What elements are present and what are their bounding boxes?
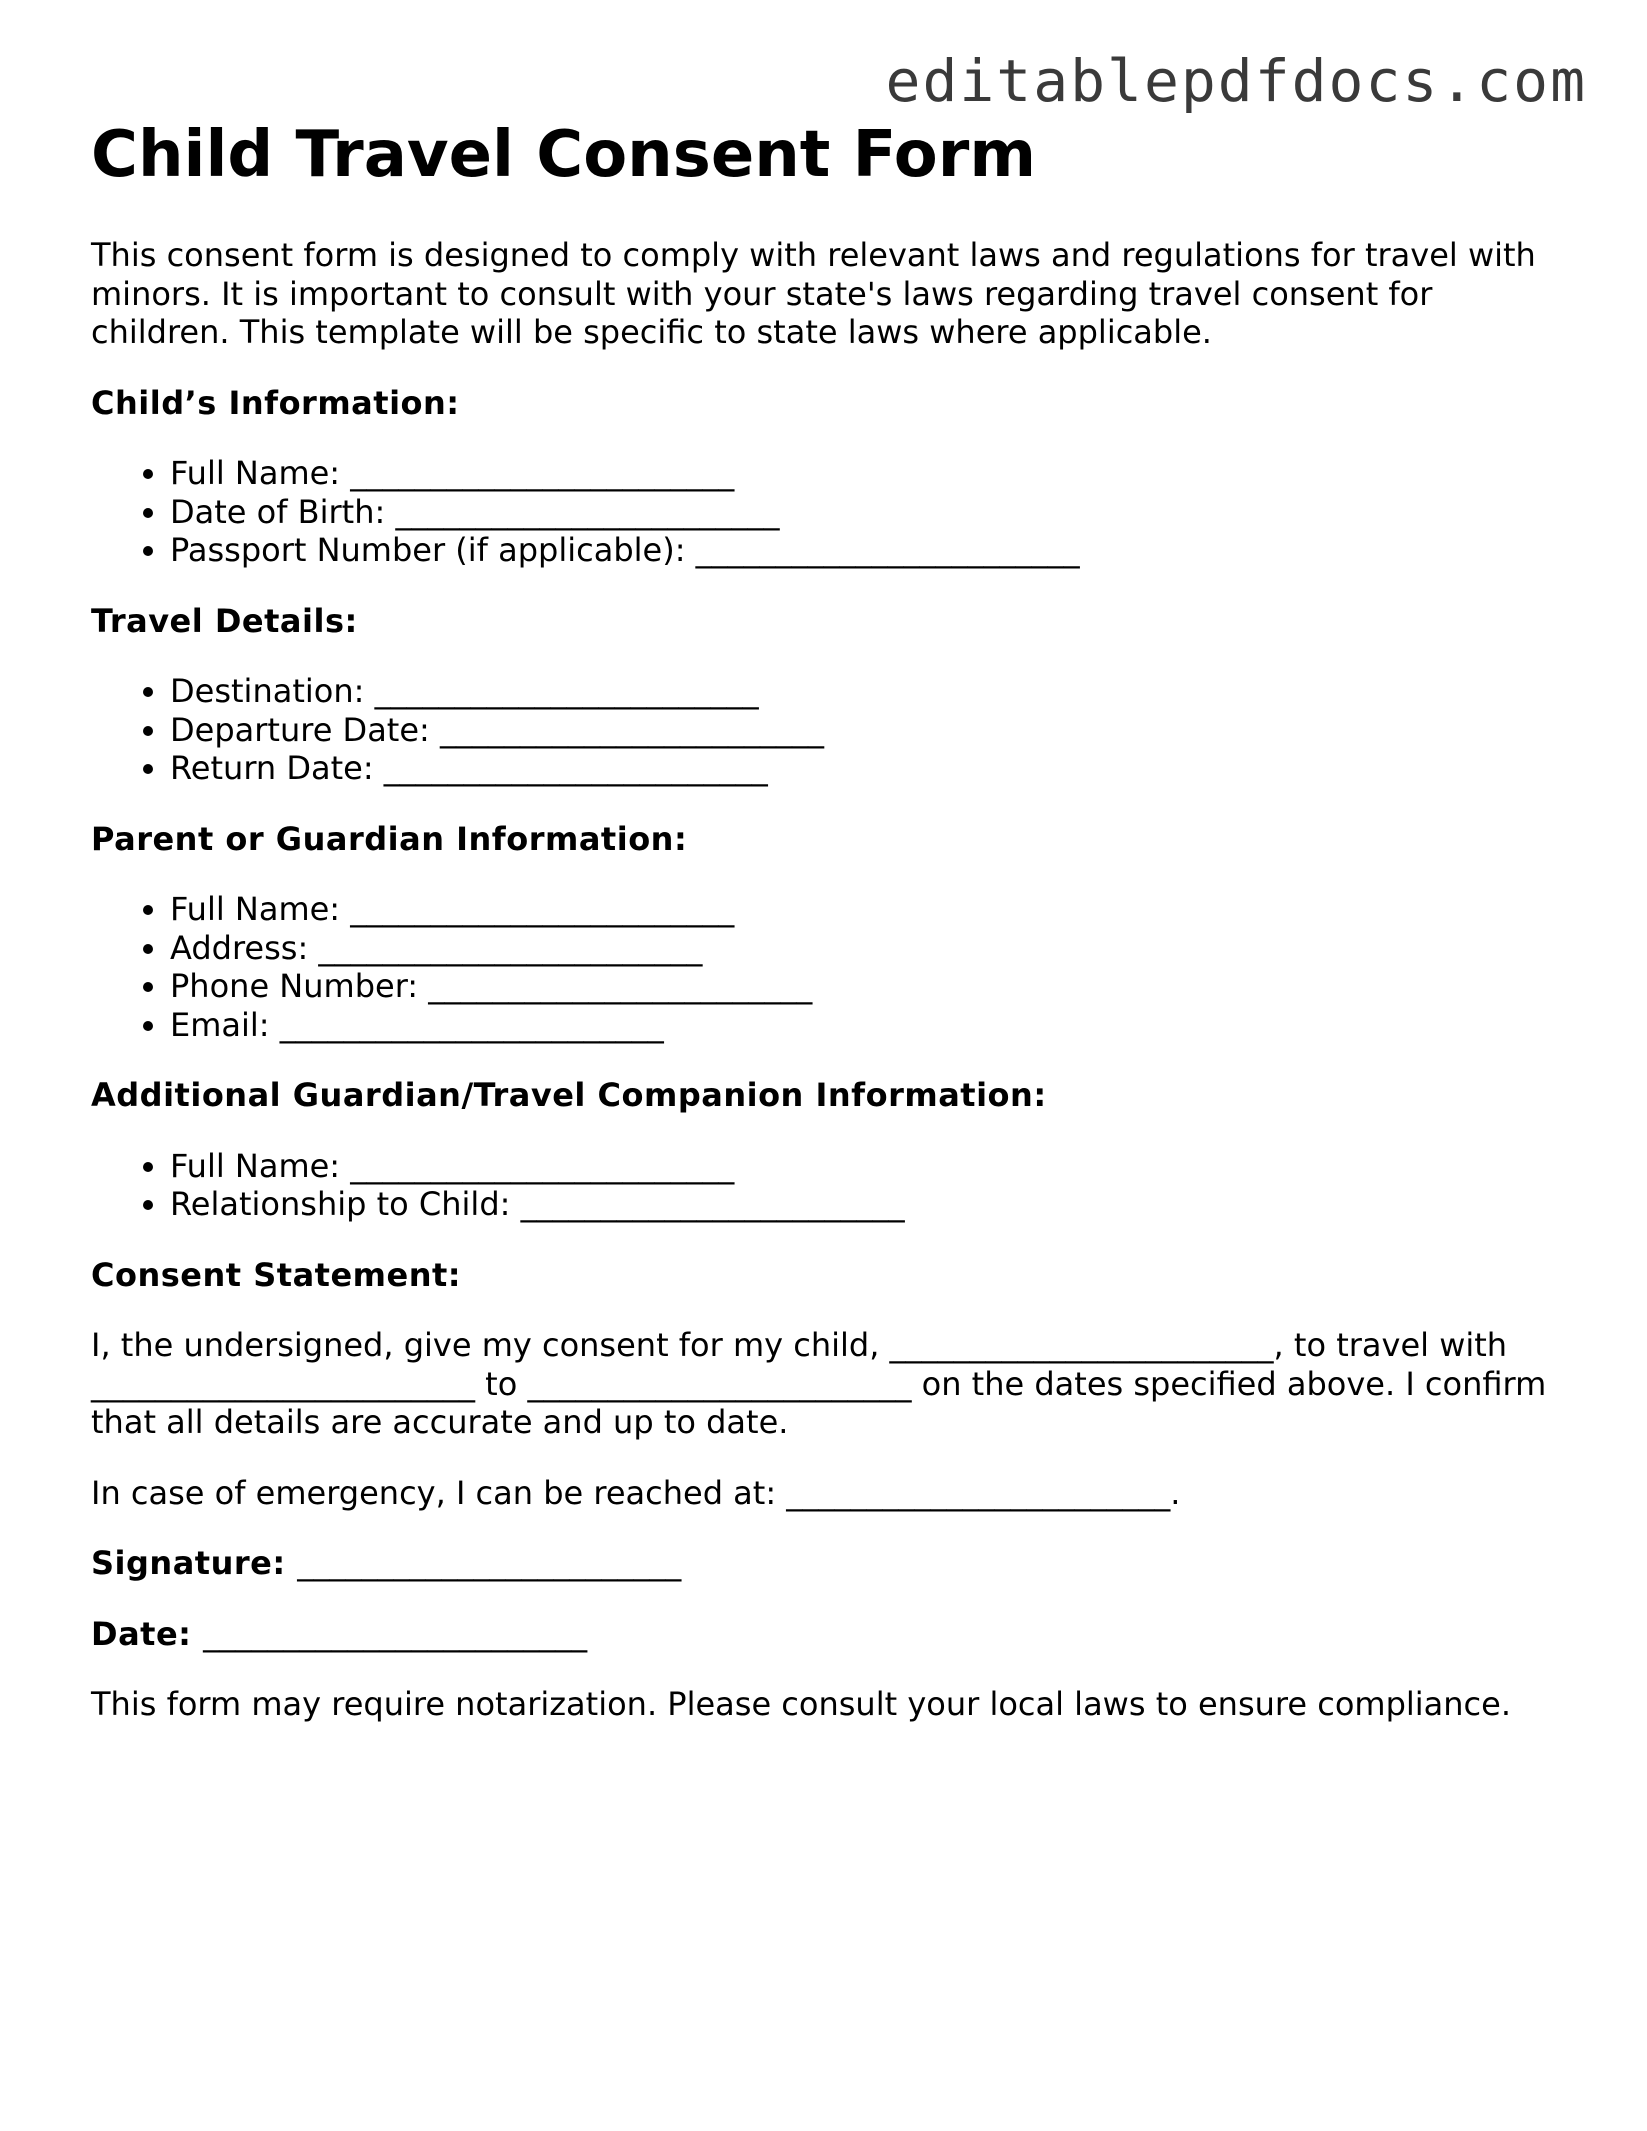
list-item [170,711,1581,750]
section-heading-travel-details: Travel Details: [91,601,358,640]
date-line [91,1615,1581,1654]
destination-blank[interactable]: ________________________ [374,672,759,710]
field-label: Passport Number (if applicable): [170,531,696,569]
child-info-list [91,454,1581,570]
field-label: Phone Number: [170,967,429,1005]
field-label: Email: [170,1005,280,1044]
date-blank[interactable]: ________________________ [203,1614,588,1653]
field-label: Full Name: [170,454,351,492]
list-item [170,749,1581,788]
field-label: Departure Date: [170,710,440,749]
signature-blank[interactable]: ________________________ [297,1544,682,1582]
consent-text: to [475,1364,528,1403]
consent-text: , to travel with [1273,1326,1508,1364]
field-label: Date of Birth: [170,492,396,531]
list-item [170,493,1581,532]
parent-phone-blank[interactable]: ________________________ [428,967,813,1005]
page-title: Child Travel Consent Form [91,118,1036,192]
relationship-blank[interactable]: ________________________ [520,1185,905,1223]
child-dob-blank[interactable]: ________________________ [395,492,780,531]
travel-details-list [91,672,1581,788]
signature-label: Signature: [91,1544,298,1582]
list-item [170,531,1581,570]
emergency-contact-blank[interactable]: ________________________ [786,1473,1171,1512]
section-heading-consent: Consent Statement: [91,1255,462,1294]
date-label: Date: [91,1614,204,1653]
consent-destination-blank[interactable]: ________________________ [527,1364,912,1403]
list-item [170,672,1581,711]
consent-paragraph [91,1326,1581,1442]
departure-date-blank[interactable]: ________________________ [439,710,824,749]
parent-address-blank[interactable]: ________________________ [318,928,703,967]
child-passport-blank[interactable]: ________________________ [695,531,1080,569]
field-label: Destination: [170,672,375,710]
emergency-suffix: . [1170,1473,1181,1512]
list-item [170,890,1581,929]
signature-line [91,1544,1581,1583]
section-heading-additional-guardian: Additional Guardian/Travel Companion Information: [91,1076,1047,1114]
list-item [170,929,1581,968]
consent-companion-blank[interactable]: ________________________ [91,1364,475,1403]
emergency-text: In case of emergency, I can be reached at: [91,1473,787,1512]
field-label: Relationship to Child: [170,1185,521,1223]
consent-text: on the dates specified above. I confirm that all details are accurate and up to date. [91,1364,1547,1441]
parent-info-list [91,890,1581,1044]
form-page [91,112,1581,1756]
parent-full-name-blank[interactable]: ________________________ [350,890,735,928]
child-full-name-blank[interactable]: ________________________ [350,454,735,492]
parent-email-blank[interactable]: ________________________ [279,1005,664,1044]
watermark: editablepdfdocs.com [885,47,1587,115]
list-item [170,1006,1581,1045]
section-heading-child-info: Child’s Information: [91,383,460,422]
field-label: Full Name: [170,890,351,928]
consent-text: I, the undersigned, give my consent for my child, [91,1326,890,1364]
field-label: Return Date: [170,749,384,787]
additional-guardian-list [91,1147,1581,1224]
field-label: Full Name: [170,1146,351,1185]
intro-paragraph: This consent form is designed to comply with relevant laws and regulations for travel with minors. It is important to consult with your state's laws regarding travel consent for children. This template will be specific to state laws where applicable. [91,236,1536,351]
list-item [170,1185,1581,1224]
list-item [170,454,1581,493]
list-item [170,1147,1581,1186]
companion-full-name-blank[interactable]: ________________________ [350,1146,735,1185]
section-heading-parent-info: Parent or Guardian Information: [91,819,688,858]
footer-note: This form may require notarization. Please consult your local laws to ensure compliance. [91,1685,1511,1723]
field-label: Address: [170,928,319,967]
list-item [170,967,1581,1006]
consent-child-name-blank[interactable]: ________________________ [889,1326,1274,1364]
return-date-blank[interactable]: ________________________ [383,749,768,787]
emergency-paragraph [91,1474,1581,1513]
